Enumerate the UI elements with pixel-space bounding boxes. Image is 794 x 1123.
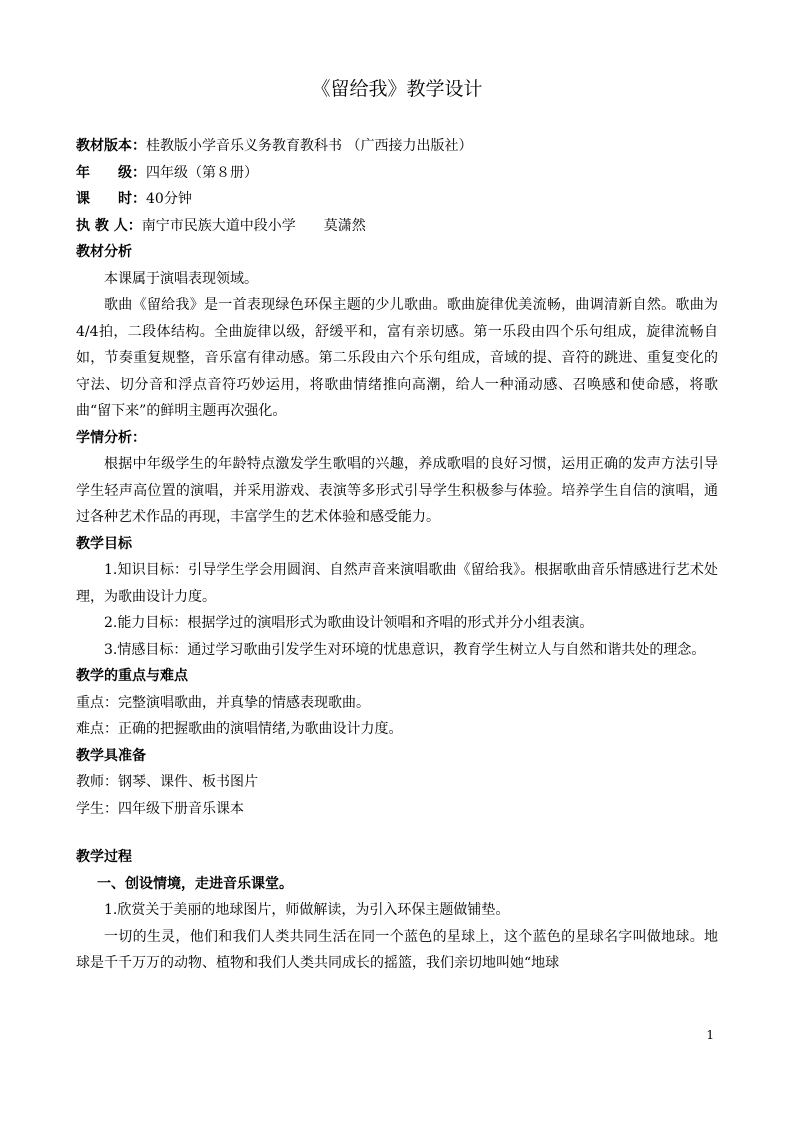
section-heading-process: 教学过程: [76, 849, 132, 865]
prep-student: 学生：四年级下册音乐课本: [76, 800, 244, 817]
goal-emotion: 3.情感目标：通过学习歌曲引发学生对环境的忧患意识，教育学生树立人与自然和谐共处的理念。: [104, 641, 706, 658]
blank-line: [76, 822, 718, 844]
meta-label: 执 教 人：: [76, 217, 142, 234]
goal-knowledge: 1.知识目标：引导学生学会用圆润、自然声音来演唱歌曲《留给我》。根据歌曲音乐情感进行艺术处理，为歌曲设计力度。: [76, 562, 718, 605]
difficult-point: 难点：正确的把握歌曲的演唱情绪,为歌曲设计力度。: [76, 721, 403, 737]
document-body: [76, 75, 718, 977]
section-heading-key-points: 教学的重点与难点: [76, 668, 188, 684]
meta-grade: [76, 160, 718, 187]
meta-value: 南宁市民族大道中段小学 莫潇然: [141, 217, 366, 234]
step1-paragraph: 一切的生灵，他们和我们人类共同生活在同一个蓝色的星球上，这个蓝色的星球名字叫做地球。地球是千千万万的动物、植物和我们人类共同成长的摇篮，我们亲切地叫她“地球: [76, 928, 718, 971]
section-heading-goals: 教学目标: [76, 535, 132, 552]
section-heading-students: 学情分析：: [76, 429, 146, 446]
key-point: 重点：完整演唱歌曲，并真挚的情感表现歌曲。: [76, 694, 370, 711]
paragraph-students: 根据中年级学生的年龄特点激发学生歌唱的兴趣，养成歌唱的良好习惯，运用正确的发声方法引导学生轻声高位置的演唱，并采用游戏、表演等多形式引导学生积极参与体验。培养学生自信的演唱，通过各种艺术作品的再现，丰富学生的艺术体验和感受能力。: [76, 456, 718, 525]
step1-item-1: 1.欣赏关于美丽的地球图片，师做解读，为引入环保主题做铺垫。: [104, 902, 510, 918]
meta-value: 40分钟: [146, 191, 192, 207]
page-number: 1: [706, 1028, 714, 1042]
meta-label: 教材版本：: [76, 138, 146, 154]
prep-teacher: 教师：钢琴、课件、板书图片: [76, 774, 258, 790]
meta-textbook-version: [76, 133, 718, 160]
meta-teacher: [76, 213, 718, 240]
meta-value: 四年级（第８册）: [146, 164, 258, 181]
section-heading-analysis: 教材分析: [76, 244, 132, 260]
section-heading-preparation: 教学具准备: [76, 747, 146, 764]
paragraph-analysis-1: 本课属于演唱表现领域。: [104, 270, 258, 287]
meta-value: 桂教版小学音乐义务教育教科书 （广西接力出版社）: [146, 138, 473, 154]
step1-heading: 一、创设情境，走进音乐课堂。: [97, 875, 293, 892]
goal-ability: 2.能力目标：根据学过的演唱形式为歌曲设计领唱和齐唱的形式并分小组表演。: [104, 615, 594, 631]
paragraph-analysis-2: 歌曲《留给我》是一首表现绿色环保主题的少儿歌曲。歌曲旋律优美流畅，曲调清新自然。歌曲为4/4拍，二段体结构。全曲旋律以级，舒缓平和，富有亲切感。第一乐段由四个乐句组成，旋律流畅自如，节奏重复规整，音乐富有律动感。第二乐段由六个乐句组成，音域的提、音符的跳进、重复变化的守法、切分音和浮点音符巧妙运用，将歌曲情绪推向高潮，给人一种涌动感、召唤感和使命感，将歌曲“留下来”的鲜明主题再次强化。: [76, 297, 718, 419]
meta-label: 年 级：: [76, 164, 146, 181]
document-title: 《留给我》教学设计: [311, 78, 483, 100]
meta-class-hours: [76, 186, 718, 213]
meta-label: 课 时：: [76, 191, 146, 207]
